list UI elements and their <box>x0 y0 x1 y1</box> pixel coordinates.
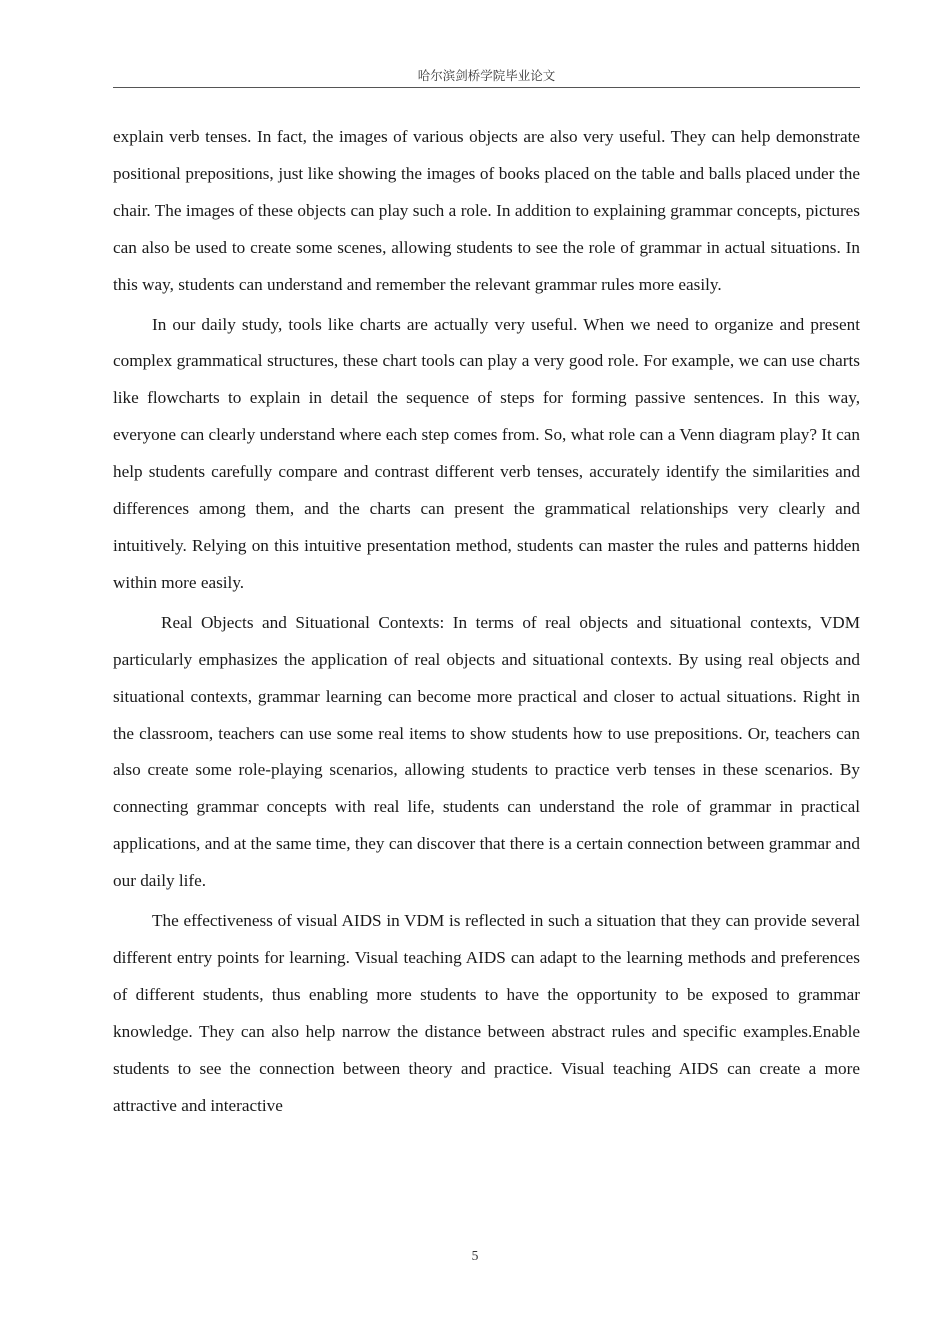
page-number: 5 <box>471 1248 479 1263</box>
page-header: 哈尔滨剑桥学院毕业论文 <box>113 66 860 88</box>
document-body <box>113 119 860 1127</box>
paragraph-continued: explain verb tenses. In fact, the images of various objects are also very useful. They can help demonstrate positional prepositions, just like showing the images of books placed on the table and balls placed under the chair. The images of these objects can play such a role. In addition to explaining grammar concepts, pictures can also be used to create some scenes, allowing students to see the role of grammar in actual situations. In this way, students can understand and remember the relevant grammar rules more easily. <box>113 127 860 294</box>
paragraph-visual-aids: The effectiveness of visual AIDS in VDM is reflected in such a situation that they can provide several different entry points for learning. Visual teaching AIDS can adapt to the learning methods and preferences of different students, thus enabling more students to have the opportunity to be exposed to grammar knowledge. They can also help narrow the distance between abstract rules and specific examples.Enable students to see the connection between theory and practice. Visual teaching AIDS can create a more attractive and interactive <box>113 911 860 1115</box>
paragraph-real-objects: Real Objects and Situational Contexts: In terms of real objects and situational contexts, VDM particularly emphasizes the application of real objects and situational contexts. By using real objects and situational contexts, grammar learning can become more practical and closer to actual situations. Right in the classroom, teachers can use some real items to show students how to use prepositions. Or, teachers can also create some role-playing scenarios, allowing students to practice verb tenses in these scenarios. By connecting grammar concepts with real life, students can understand the role of grammar in practical applications, and at the same time, they can discover that there is a certain connection between grammar and our daily life. <box>113 612 860 891</box>
paragraph-charts: In our daily study, tools like charts are actually very useful. When we need to organize and present complex grammatical structures, these chart tools can play a very good role. For example, we can use charts like flowcharts to explain in detail the sequence of steps for forming passive sentences. In this way, everyone can clearly understand where each step comes from. So, what role can a Venn diagram play? It can help students carefully compare and contrast different verb tenses, accurately identify the similarities and differences among them, and the charts can present the grammatical relationships very clearly and intuitively. Relying on this intuitive presentation method, students can master the rules and patterns hidden within more easily. <box>113 314 860 592</box>
